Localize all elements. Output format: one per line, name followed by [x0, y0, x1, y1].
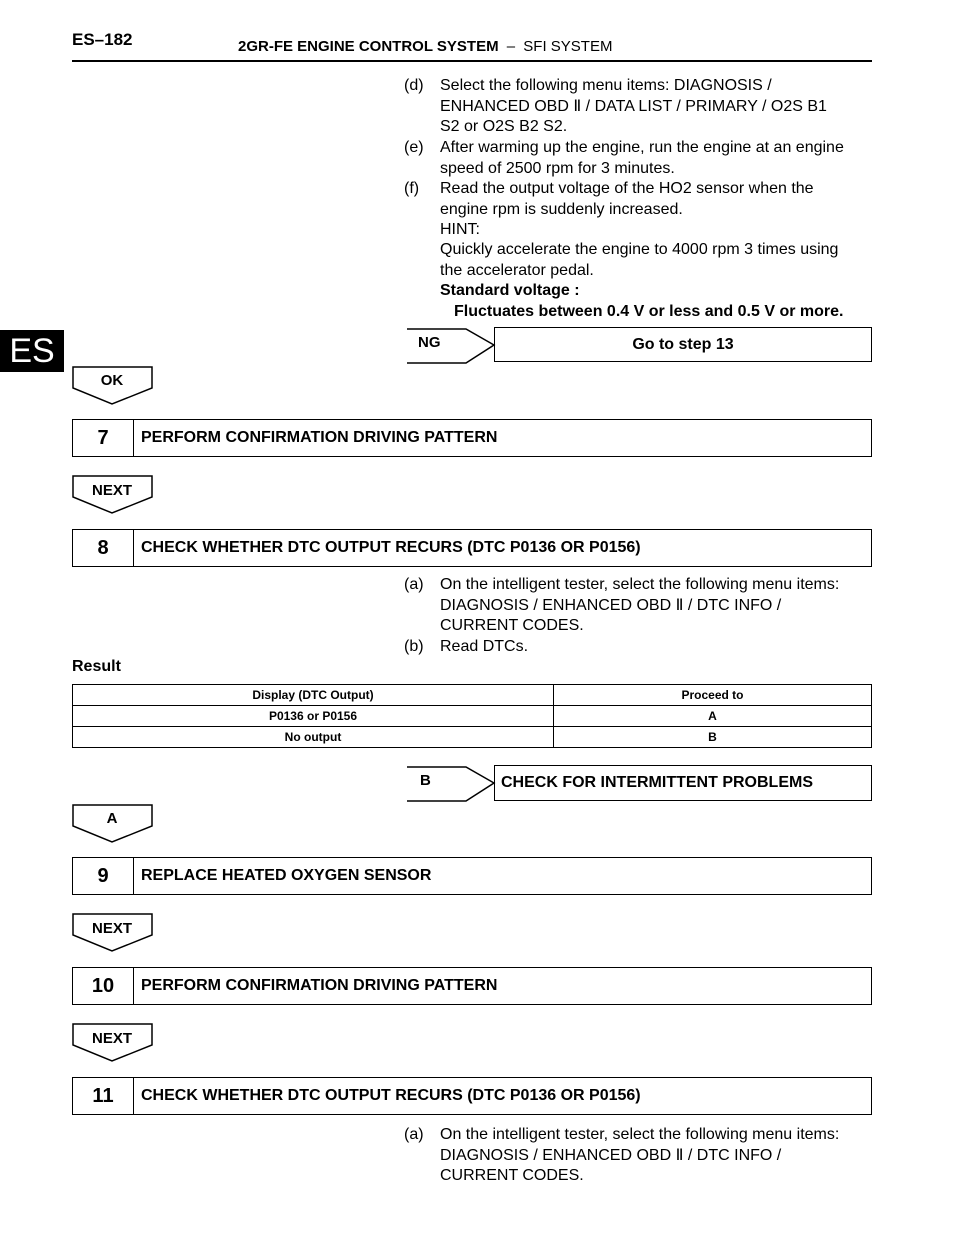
branch-label-b: B [420, 772, 431, 789]
branch-destination-text: Go to step 13 [632, 335, 734, 353]
instruction-item-f [404, 179, 874, 221]
table-cell: P0136 or P0156 [73, 706, 554, 727]
section-title [238, 38, 612, 55]
item-label: (d) [404, 77, 424, 94]
section-title-sub: SFI SYSTEM [523, 38, 613, 55]
instruction-item-e [404, 138, 874, 180]
result-table [72, 684, 872, 748]
page-number: ES–182 [72, 30, 133, 49]
flow-tag-next-label: NEXT [91, 1030, 132, 1047]
instruction-item-b [404, 637, 874, 658]
item-text-line: CURRENT CODES. [440, 617, 584, 634]
step-title: CHECK WHETHER DTC OUTPUT RECURS (DTC P0136 OR P0156) [141, 539, 641, 556]
step-number: 11 [73, 1078, 134, 1114]
item-text-line: On the intelligent tester, select the following menu items: [440, 1126, 840, 1143]
hint-text-line: the accelerator pedal. [440, 262, 594, 279]
item-text-line: CURRENT CODES. [440, 1167, 584, 1184]
item-text-line: Read DTCs. [440, 638, 529, 655]
instruction-item-d [404, 76, 874, 138]
step-number: 9 [73, 858, 134, 894]
flow-tag-ok-label: OK [100, 372, 124, 389]
branch-destination-text: CHECK FOR INTERMITTENT PROBLEMS [501, 774, 813, 791]
table-header-cell: Proceed to [554, 685, 872, 706]
table-row [73, 706, 872, 727]
item-text-line: S2 or O2S B2 S2. [440, 118, 568, 135]
step-title: REPLACE HEATED OXYGEN SENSOR [141, 867, 432, 884]
table-row [73, 727, 872, 748]
branch-destination-b[interactable] [494, 765, 872, 801]
header-rule [72, 60, 872, 62]
item-label: (a) [404, 1126, 424, 1143]
step-9-box [72, 857, 872, 895]
section-title-main: 2GR-FE ENGINE CONTROL SYSTEM [238, 38, 499, 55]
instruction-item-a [404, 1125, 874, 1187]
standard-voltage-value: Fluctuates between 0.4 V or less and 0.5 V or more. [454, 303, 844, 320]
item-label: (e) [404, 139, 424, 156]
flow-tag-next-label: NEXT [91, 482, 132, 499]
step-number: 10 [73, 968, 134, 1004]
table-header-row [73, 685, 872, 706]
step-8-box [72, 529, 872, 567]
section-title-separator: – [506, 38, 516, 55]
step-7-box [72, 419, 872, 457]
table-cell: A [554, 706, 872, 727]
item-text-line: Read the output voltage of the HO2 sensor when the [440, 180, 814, 197]
item-label: (a) [404, 576, 424, 593]
result-label: Result [72, 658, 121, 675]
step-title: PERFORM CONFIRMATION DRIVING PATTERN [141, 429, 498, 446]
branch-destination-ng[interactable] [494, 327, 872, 362]
step-11-box [72, 1077, 872, 1115]
item-text-line: On the intelligent tester, select the following menu items: [440, 576, 840, 593]
standard-voltage-label: Standard voltage : [440, 282, 580, 299]
step-title: PERFORM CONFIRMATION DRIVING PATTERN [141, 977, 498, 994]
step-number: 8 [73, 530, 134, 566]
item-text-line: DIAGNOSIS / ENHANCED OBD Ⅱ / DTC INFO / [440, 596, 782, 614]
item-text-line: ENHANCED OBD Ⅱ / DATA LIST / PRIMARY / O2S B1 [440, 97, 827, 115]
item-text-line: speed of 2500 rpm for 3 minutes. [440, 159, 675, 177]
table-cell: B [554, 727, 872, 748]
step-title: CHECK WHETHER DTC OUTPUT RECURS (DTC P0136 OR P0156) [141, 1087, 641, 1104]
flow-tag-a-label: A [106, 810, 118, 827]
section-side-tab: ES [0, 330, 64, 372]
item-text-line: Select the following menu items: DIAGNOSIS / [440, 77, 772, 94]
flow-tag-next-label: NEXT [91, 920, 132, 937]
item-text-line: engine rpm is suddenly increased. [440, 200, 683, 218]
item-text-line: After warming up the engine, run the engine at an engine [440, 139, 844, 156]
instruction-item-a [404, 575, 874, 637]
table-header-cell: Display (DTC Output) [73, 685, 554, 706]
item-label: (f) [404, 180, 420, 197]
hint-label: HINT: [440, 221, 480, 238]
table-cell: No output [73, 727, 554, 748]
branch-label-ng: NG [418, 334, 441, 351]
step-number: 7 [73, 420, 134, 456]
item-text-line: DIAGNOSIS / ENHANCED OBD Ⅱ / DTC INFO / [440, 1146, 782, 1164]
step-10-box [72, 967, 872, 1005]
hint-text-line: Quickly accelerate the engine to 4000 rpm 3 times using [440, 241, 839, 258]
item-label: (b) [404, 638, 424, 655]
